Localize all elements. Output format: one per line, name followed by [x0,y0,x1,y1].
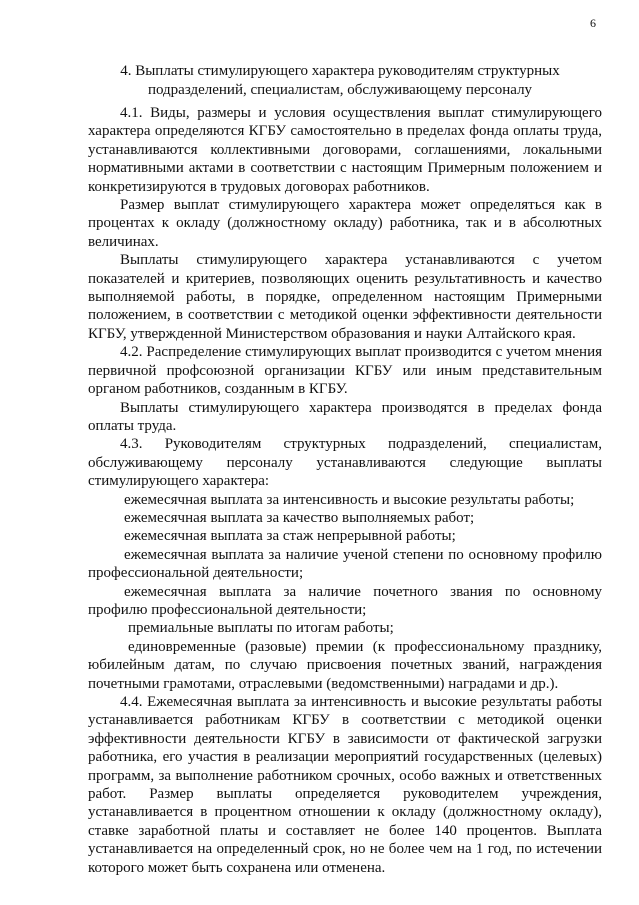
paragraph-payment-criteria: Выплаты стимулирующего характера устанавливаются с учетом показателей и критериев, позволяющих оценить результативность и качество выполняемой работы, в порядке, определенном настоящим Примерными положением, в соответствии с методикой оценки эффективности деятельности КГБУ, утвержденной Министерством образования и науки Алтайского края. [88,252,602,342]
list-item: ежемесячная выплата за качество выполняемых работ; [124,509,475,526]
section-heading: 4. Выплаты стимулирующего характера руководителям структурных подразделений, специалистам, обслуживающему персоналу [120,63,560,98]
list-item: единовременные (разовые) премии (к профессиональному празднику, юбилейным датам, по случаю присвоения почетных званий, награждения почетными грамотами, отраслевыми (ведомственными) наградами и др.). [88,638,602,692]
paragraph-payment-size: Размер выплат стимулирующего характера может определяться как в процентах к окладу (должностному окладу) работника, так и в абсолютных величинах. [88,197,602,250]
list-item: ежемесячная выплата за интенсивность и высокие результаты работы; [124,491,575,508]
list-item: ежемесячная выплата за наличие почетного звания по основному профилю профессиональной деятельности; [88,583,602,618]
paragraph-4-3: 4.3. Руководителям структурных подразделений, специалистам, обслуживающему персоналу устанавливаются следующие выплаты стимулирующего характера: [88,436,602,490]
paragraph-4-2: 4.2. Распределение стимулирующих выплат производится с учетом мнения первичной профсоюзной организации КГБУ или иным представительным органом работников, созданным в КГБУ. [88,344,602,398]
list-item: ежемесячная выплата за стаж непрерывной работы; [124,528,456,545]
paragraph-payment-fund: Выплаты стимулирующего характера производятся в пределах фонда оплаты труда. [88,399,602,434]
document-body [88,104,602,877]
page-number: 6 [590,16,596,30]
paragraph-4-1: 4.1. Виды, размеры и условия осуществления выплат стимулирующего характера определяются КГБУ самостоятельно в пределах фонда оплаты труда, устанавливаются коллективными договорами, соглашениями, локальными нормативными актами в соответствии с настоящим Примерным положением и конкретизируются в трудовых договорах работников. [88,105,602,195]
list-item: ежемесячная выплата за наличие ученой степени по основному профилю профессиональной деятельности; [88,546,602,582]
paragraph-4-4: 4.4. Ежемесячная выплата за интенсивность и высокие результаты работы устанавливается работникам КГБУ в соответствии с методикой оценки эффективности деятельности КГБУ в зависимости от фактической загрузки работника, его участия в реализации мероприятий государственных (целевых) программ, за выполнение работником срочных, особо важных и ответственных работ. Размер выплаты определяется руководителем учреждения, устанавливается в процентном отношении к окладу (должностному окладу), ставке заработной платы и составляет не более 140 процентов. Выплата устанавливается на определенный срок, но не более чем на 1 год, по истечении которого может быть сохранена или отменена. [88,694,602,876]
list-item: премиальные выплаты по итогам работы; [128,620,394,637]
